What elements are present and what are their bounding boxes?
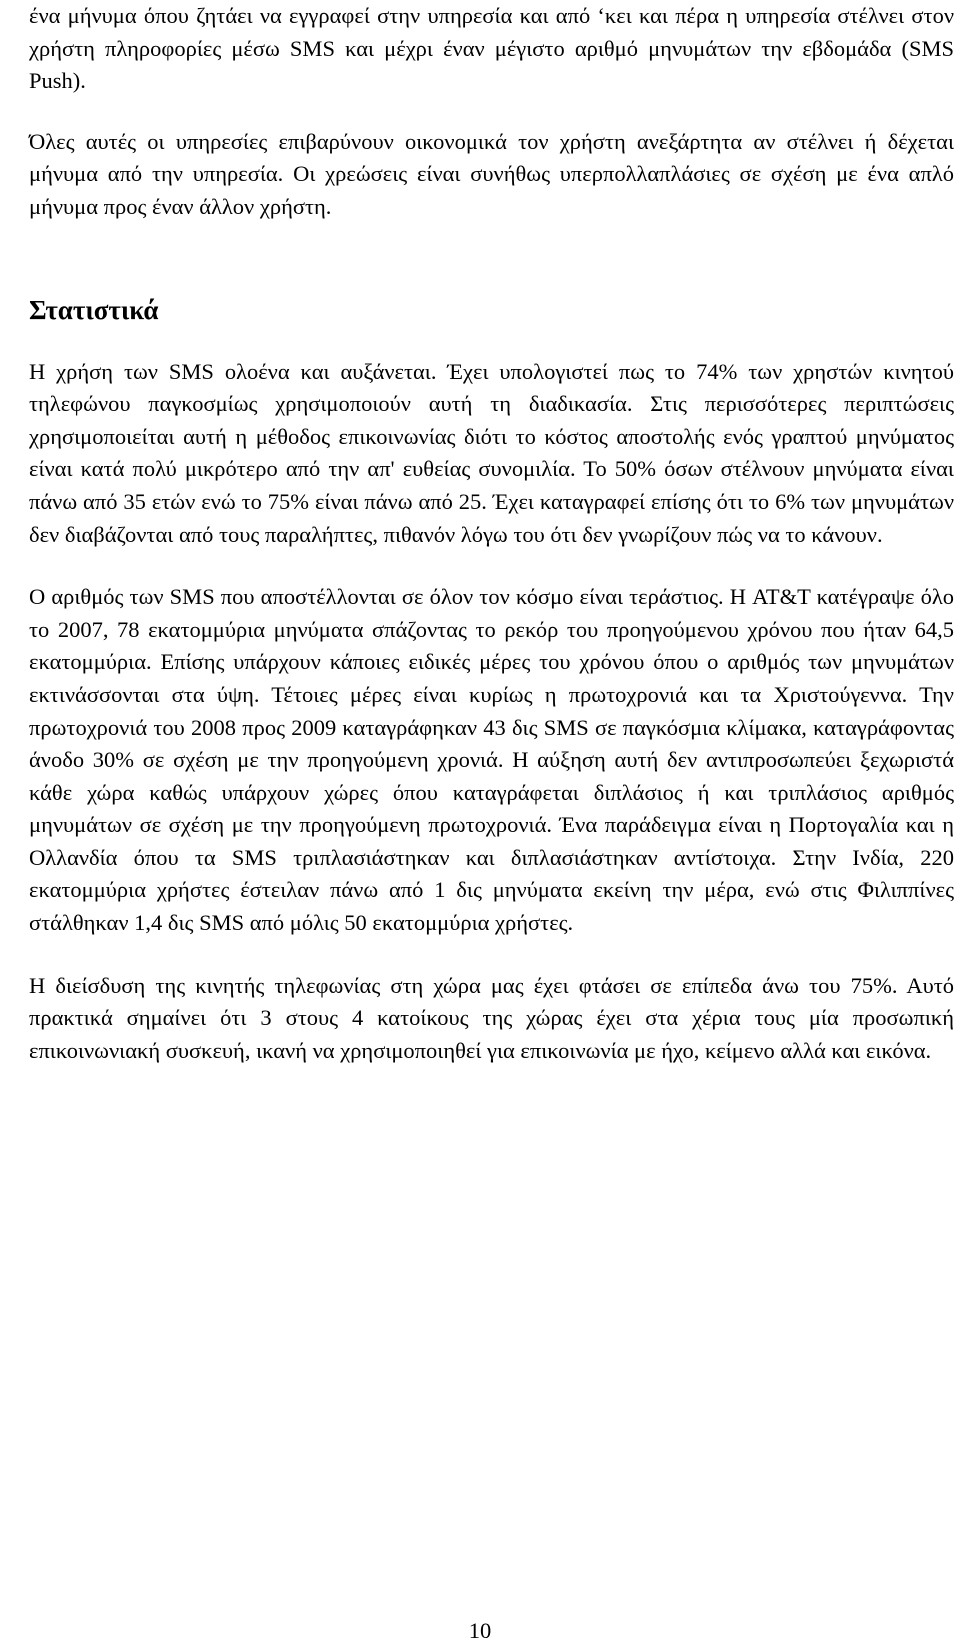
paragraph-charges: Όλες αυτές οι υπηρεσίες επιβαρύνουν οικονομικά τον χρήστη ανεξάρτητα αν στέλνει ή δέχεται μήνυμα από την υπηρεσία. Οι χρεώσεις είναι συνήθως υπερπολλαπλάσιες σε σχέση με ένα απλό μήνυμα προς έναν άλλον χρήστη. — [29, 128, 954, 219]
paragraph-sms-usage: Η χρήση των SMS ολοένα και αυξάνεται. Έχει υπολογιστεί πως το 74% των χρηστών κινητού τηλεφώνου παγκοσμίως χρησιμοποιούν αυτή τη διαδικασία. Στις περισσότερες περιπτώσεις χρησιμοποιείται αυτή η μέθοδος επικοινωνίας διότι το κόστος αποστολής ενός γραπτού μηνύματος είναι κατά πολύ μικρότερο από την απ' ευθείας συνομιλία. Το 50% όσων στέλνουν μηνύματα είναι πάνω από 35 ετών ενώ το 75% είναι πάνω από 25. Έχει καταγραφεί επίσης ότι το 6% των μηνυμάτων δεν διαβάζονται από τους παραλήπτες, πιθανόν λόγω του ότι δεν γνωρίζουν πώς να το κάνουν. — [29, 358, 954, 547]
section-heading-statistics: Στατιστικά — [29, 294, 159, 325]
paragraph-sms-volume: Ο αριθμός των SMS που αποστέλλονται σε όλον τον κόσμο είναι τεράστιος. Η AT&T κατέγραψε όλο το 2007, 78 εκατομμύρια μηνύματα σπάζοντας το ρεκόρ του προηγούμενου χρόνου που ήταν 64,5 εκατομμύρια. Επίσης υπάρχουν κάποιες ειδικές μέρες του χρόνου όπου ο αριθμός των μηνυμάτων εκτινάσσονται στα ύψη. Τέτοιες μέρες είναι κυρίως η πρωτοχρονιά και τα Χριστούγεννα. Την πρωτοχρονιά του 2008 προς 2009 καταγράφηκαν 43 δις SMS σε παγκόσμια κλίμακα, καταγράφοντας άνοδο 30% σε σχέση με την προηγούμενη χρονιά. Η αύξηση αυτή δεν αντιπροσωπεύει ξεχωριστά κάθε χώρα καθώς υπάρχουν χώρες όπου καταγράφεται διπλάσιος ή και τριπλάσιος αριθμός μηνυμάτων σε σχέση με την προηγούμενη πρωτοχρονιά. Ένα παράδειγμα είναι η Πορτογαλία και η Ολλανδία όπου τα SMS τριπλασιάστηκαν και διπλασιάστηκαν αντίστοιχα. Στην Ινδία, 220 εκατομμύρια χρήστες έστειλαν πάνω από 1 δις μηνύματα εκείνη την μέρα, ενώ στις Φιλιππίνες στάλθηκαν 1,4 δις SMS από μόλις 50 εκατομμύρια χρήστες. — [29, 584, 954, 936]
paragraph-sms-push: ένα μήνυμα όπου ζητάει να εγγραφεί στην υπηρεσία και από ‘κει και πέρα η υπηρεσία στέλνει στον χρήστη πληροφορίες μέσω SMS και μέχρι έναν μέγιστο αριθμό μηνυμάτων την εβδομάδα (SMS Push). — [29, 3, 954, 94]
paragraph-mobile-penetration: Η διείσδυση της κινητής τηλεφωνίας στη χώρα μας έχει φτάσει σε επίπεδα άνω του 75%. Αυτό πρακτικά σημαίνει ότι 3 στους 4 κατοίκους της χώρας έχει στα χέρια τους μία προσωπική επικοινωνιακή συσκευή, ικανή να χρησιμοποιηθεί για επικοινωνία με ήχο, κείμενο αλλά και εικόνα. — [29, 972, 954, 1063]
page-number: 10 — [468, 1618, 492, 1643]
page-content — [29, 0, 954, 1067]
